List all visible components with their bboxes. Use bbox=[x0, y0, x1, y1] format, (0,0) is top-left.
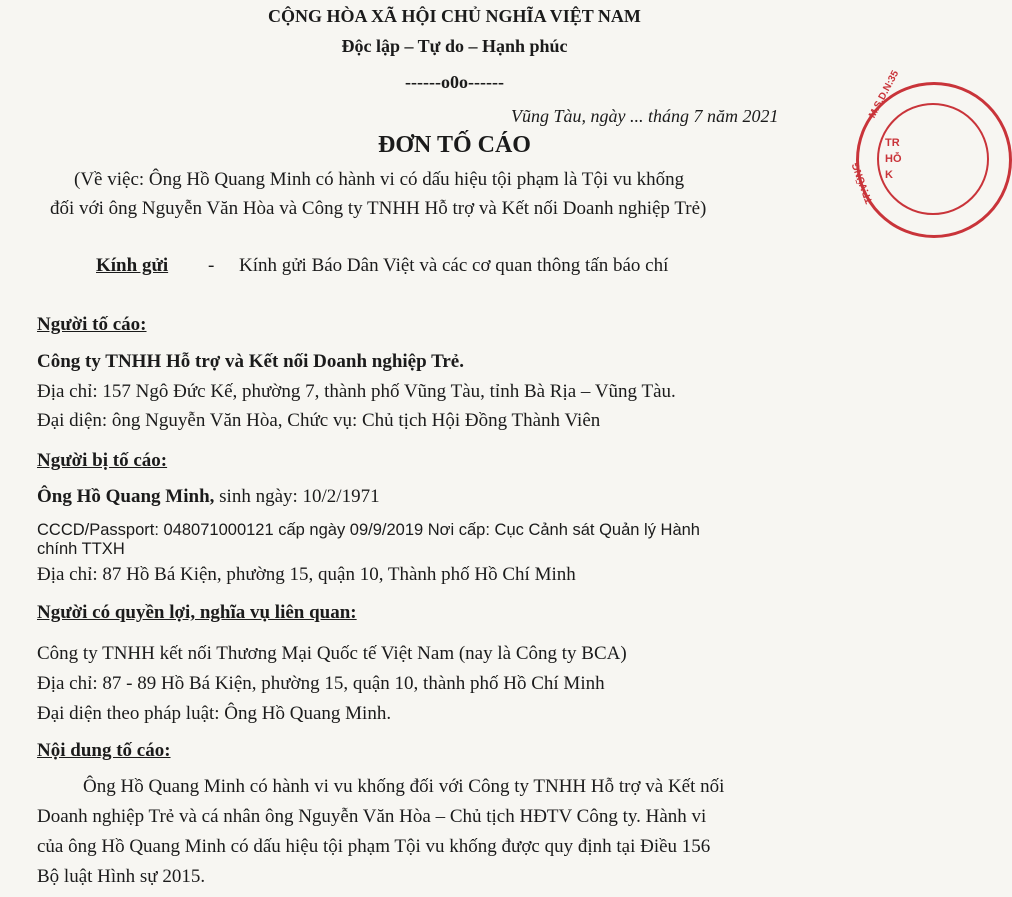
related-company: Công ty TNHH kết nối Thương Mại Quốc tế Việt Nam (nay là Công ty BCA) bbox=[37, 643, 627, 664]
country-header: CỘNG HÒA XÃ HỘI CHỦ NGHĨA VIỆT NAM bbox=[268, 6, 641, 26]
content-line-2: Doanh nghiệp Trẻ và cá nhân ông Nguyễn Văn Hòa – Chủ tịch HĐTV Công ty. Hành vi bbox=[37, 806, 707, 827]
recipient-dash: - bbox=[208, 255, 215, 276]
motto: Độc lập – Tự do – Hạnh phúc bbox=[341, 36, 568, 56]
recipient-text: Kính gửi Báo Dân Việt và các cơ quan thông tấn báo chí bbox=[239, 255, 669, 276]
accuser-name: Công ty TNHH Hỗ trợ và Kết nối Doanh nghiệp Trẻ. bbox=[37, 351, 464, 372]
accuser-representative: Đại diện: ông Nguyễn Văn Hòa, Chức vụ: Chủ tịch Hội Đồng Thành Viên bbox=[37, 410, 601, 431]
content-line-1: Ông Hồ Quang Minh có hành vi vu khống đối với Công ty TNHH Hỗ trợ và Kết nối bbox=[83, 776, 725, 797]
accused-name: Ông Hồ Quang Minh, bbox=[37, 486, 215, 507]
accuser-address: Địa chỉ: 157 Ngô Đức Kế, phường 7, thành phố Vũng Tàu, tỉnh Bà Rịa – Vũng Tàu. bbox=[37, 381, 676, 402]
separator: ------o0o------ bbox=[405, 72, 504, 92]
related-address: Địa chỉ: 87 - 89 Hồ Bá Kiện, phường 15, quận 10, thành phố Hồ Chí Minh bbox=[37, 673, 605, 694]
related-heading: Người có quyền lợi, nghĩa vụ liên quan: bbox=[37, 602, 357, 623]
subject-line-1: (Về việc: Ông Hồ Quang Minh có hành vi có dấu hiệu tội phạm là Tội vu khống bbox=[74, 169, 685, 190]
accused-id-line-1: CCCD/Passport: 048071000121 cấp ngày 09/9/2019 Nơi cấp: Cục Cảnh sát Quản lý Hành bbox=[37, 521, 700, 539]
stamp-ring-text-2: TP.VŨNG bbox=[850, 160, 876, 205]
content-heading: Nội dung tố cáo: bbox=[37, 740, 171, 761]
accuser-heading: Người tố cáo: bbox=[37, 314, 147, 335]
place-date: Vũng Tàu, ngày ... tháng 7 năm 2021 bbox=[511, 106, 779, 126]
accused-id-line-2: chính TTXH bbox=[37, 540, 125, 558]
content-line-4: Bộ luật Hình sự 2015. bbox=[37, 866, 206, 887]
subject-line-2: đối với ông Nguyễn Văn Hòa và Công ty TNHH Hỗ trợ và Kết nối Doanh nghiệp Trẻ) bbox=[50, 198, 707, 219]
company-stamp bbox=[850, 68, 1012, 238]
recipient-label: Kính gửi bbox=[96, 255, 169, 276]
stamp-inner-text: TR HỖ K bbox=[885, 137, 902, 181]
accused-heading: Người bị tố cáo: bbox=[37, 450, 168, 471]
related-representative: Đại diện theo pháp luật: Ông Hồ Quang Minh. bbox=[37, 703, 392, 724]
accused-birth: sinh ngày: 10/2/1971 bbox=[214, 486, 380, 507]
stamp-ring-text: M.S.D.N:35 bbox=[867, 68, 902, 121]
document-title: ĐƠN TỐ CÁO bbox=[378, 132, 531, 158]
accused-address: Địa chỉ: 87 Hồ Bá Kiện, phường 15, quận 10, Thành phố Hồ Chí Minh bbox=[37, 564, 576, 585]
content-line-3: của ông Hồ Quang Minh có dấu hiệu tội phạm Tội vu khống được quy định tại Điều 156 bbox=[37, 836, 711, 857]
accused-name-line bbox=[37, 486, 380, 508]
